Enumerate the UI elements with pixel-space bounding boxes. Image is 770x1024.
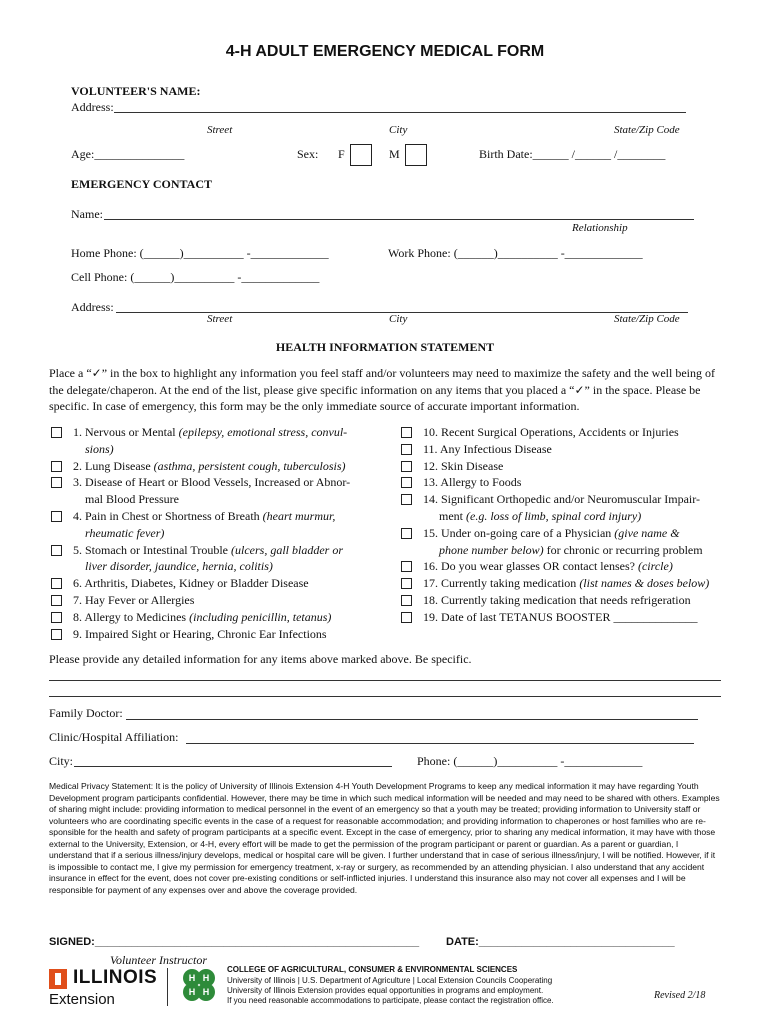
condition-item [401,609,731,626]
condition-item [401,558,731,575]
condition-checkbox[interactable] [51,629,62,640]
condition-note: (including penicillin, tetanus) [189,609,332,624]
condition-label: 3. Disease of Heart or Blood Vessels, Increased or Abnor- [73,475,351,490]
extension-wordmark: Extension [49,991,115,1008]
condition-checkbox[interactable] [401,477,412,488]
doctor-city-field[interactable] [74,766,392,767]
condition-item [51,626,381,643]
condition-label: 19. Date of last TETANUS BOOSTER ______________ [423,609,698,624]
condition-list-right [401,424,731,626]
condition-label: 10. Recent Surgical Operations, Accidents or Injuries [423,425,679,439]
condition-item [401,592,731,609]
emergency-city-caption: City [389,313,408,325]
condition-checkbox[interactable] [401,444,412,455]
address-label: Address: [71,100,114,114]
birth-date-field[interactable]: Birth Date:______ /______ /________ [479,147,666,161]
condition-label: 15. Under on-going care of a Physician [423,525,615,540]
condition-label: mal Blood Pressure [85,492,179,507]
four-h-clover-icon [178,965,220,1007]
sex-m-label: M [389,146,400,161]
doctor-phone-field[interactable]: Phone: (______)__________ -_____________ [417,754,643,768]
condition-label: 11. Any Infectious Disease [423,441,552,456]
condition-item [401,575,731,592]
condition-item [401,458,731,475]
footer-line-3: If you need reasonable accommodations to participate, please contact the registration office. [227,996,554,1005]
condition-note: (ulcers, gall bladder or [231,542,343,557]
sex-m-checkbox[interactable] [405,144,427,166]
condition-label: 4. Pain in Chest or Shortness of Breath [73,508,263,523]
svg-text:H: H [202,973,210,983]
address-field[interactable] [114,112,686,113]
condition-item [401,525,731,559]
condition-item [51,609,381,626]
condition-item [51,474,381,508]
condition-checkbox[interactable] [51,477,62,488]
condition-list-left [51,424,381,642]
family-doctor-field[interactable] [126,719,698,720]
clinic-label: Clinic/Hospital Affiliation: [49,730,179,744]
condition-item [51,575,381,592]
condition-checkbox[interactable] [51,612,62,623]
illinois-i-logo-icon [49,969,67,989]
condition-continuation [423,508,731,525]
sex-f-label: F [338,146,345,161]
condition-checkbox[interactable] [51,427,62,438]
svg-text:H: H [188,973,196,983]
condition-label: 8. Allergy to Medicines [73,609,190,624]
condition-note: (circle) [637,559,673,574]
condition-label: ment [439,508,466,523]
work-phone-field[interactable]: Work Phone: (______)__________ -_____________ [388,246,643,260]
condition-note: (heart murmur, [262,508,336,523]
condition-label: for chronic or recurring problem [543,542,703,557]
signed-field[interactable]: SIGNED:_____________________________________________________ [49,936,420,948]
condition-item [51,592,381,609]
health-heading: HEALTH INFORMATION STATEMENT [275,340,495,354]
condition-label: 9. Impaired Sight or Hearing, Chronic Ear Infections [73,626,327,641]
condition-checkbox[interactable] [401,461,412,472]
volunteer-name-label: VOLUNTEER'S NAME: [71,84,201,98]
emergency-street-caption: Street [207,313,233,325]
condition-label: 18. Currently taking medication that needs refrigeration [423,592,691,607]
condition-label: 2. Lung Disease [73,458,154,473]
details-prompt: Please provide any detailed information for any items above marked above. Be specific. [49,652,472,666]
condition-checkbox[interactable] [51,545,62,556]
condition-checkbox[interactable] [51,595,62,606]
condition-item [51,424,381,458]
condition-label: 5. Stomach or Intestinal Trouble [73,542,231,557]
condition-checkbox[interactable] [51,578,62,589]
condition-continuation [73,491,381,508]
condition-item [51,508,381,542]
sex-f-option[interactable] [338,144,372,166]
condition-item [401,441,731,458]
footer-line-1: University of Illinois | U.S. Department of Agriculture | Local Extension Councils Cooperating [227,976,553,985]
footer-line-2: University of Illinois Extension provides equal opportunities in programs and employment. [227,986,544,995]
revision-date: Revised 2/18 [654,990,706,1001]
condition-label: 6. Arthritis, Diabetes, Kidney or Bladder Disease [73,576,309,591]
condition-item [401,424,731,441]
condition-note: sions) [85,441,114,456]
condition-label: 17. Currently taking medication [423,576,580,591]
condition-checkbox[interactable] [401,528,412,539]
college-name: COLLEGE OF AGRICULTURAL, CONSUMER & ENVIRONMENTAL SCIENCES [227,965,518,974]
condition-label: 7. Hay Fever or Allergies [73,592,195,607]
condition-checkbox[interactable] [51,511,62,522]
condition-note: (give name & [614,525,680,540]
page-title: 4-H ADULT EMERGENCY MEDICAL FORM [225,43,545,60]
condition-item [51,542,381,576]
condition-checkbox[interactable] [401,578,412,589]
condition-note: (asthma, persistent cough, tuberculosis) [153,458,346,473]
svg-text:H: H [188,987,196,997]
details-line-2[interactable] [49,696,721,697]
condition-checkbox[interactable] [401,561,412,572]
state-zip-caption: State/Zip Code [614,124,680,136]
illinois-wordmark: ILLINOIS [73,967,158,988]
condition-label: 13. Allergy to Foods [423,475,522,490]
condition-item [401,491,731,525]
sex-f-checkbox[interactable] [350,144,372,166]
emergency-name-label: Name: [71,207,103,221]
condition-continuation [423,542,731,559]
condition-checkbox[interactable] [51,461,62,472]
condition-label: 14. Significant Orthopedic and/or Neuromuscular Impair- [423,492,701,507]
condition-label: 1. Nervous or Mental [73,425,179,439]
clinic-field[interactable] [186,743,694,744]
condition-checkbox[interactable] [401,612,412,623]
logo-divider [167,968,168,1006]
cell-phone-field[interactable]: Cell Phone: (______)__________ -_____________ [71,270,320,284]
condition-note: (list names & doses below) [579,576,710,591]
home-phone-field[interactable]: Home Phone: (______)__________ -_____________ [71,246,329,260]
emergency-address-label: Address: [71,300,114,314]
age-field[interactable]: Age:_______________ [71,147,185,161]
date-field[interactable]: DATE:________________________________ [446,936,675,948]
doctor-city-label: City: [49,754,74,768]
condition-continuation [73,558,381,575]
emergency-state-zip-caption: State/Zip Code [614,313,680,325]
condition-label: 12. Skin Disease [423,458,504,473]
condition-item [51,458,381,475]
condition-note: liver disorder, jaundice, hernia, colitis) [85,559,273,574]
condition-label: 16. Do you wear glasses OR contact lenses? [423,559,638,574]
relationship-caption: Relationship [572,222,628,234]
condition-checkbox[interactable] [401,494,412,505]
condition-item [401,474,731,491]
city-caption: City [389,124,408,136]
sex-label: Sex: [297,147,319,161]
street-caption: Street [207,124,233,136]
emergency-name-field[interactable] [104,219,694,220]
condition-note: rheumatic fever) [85,525,165,540]
condition-continuation [73,525,381,542]
family-doctor-label: Family Doctor: [49,706,123,720]
emergency-contact-heading: EMERGENCY CONTACT [71,177,213,191]
condition-note: (e.g. loss of limb, spinal cord injury) [466,508,642,523]
svg-text:H: H [202,987,210,997]
condition-checkbox[interactable] [401,427,412,438]
condition-note: (epilepsy, emotional stress, convul- [178,425,348,439]
volunteer-instructor-caption: Volunteer Instructor [110,953,207,967]
privacy-statement: Medical Privacy Statement: It is the policy of University of Illinois Extension 4-H Youth Development Programs to keep any medical information it may have regarding Youth Development program participants confidential. However, there may be time in which such medical information will be needed and may need to be shared with others. Examples of sharing might include: providing information to medical personnel in the event of an emergency so that a youth may be treated; providing information to University staff or volunteers who are coordinating specific events in the case of a request for reasonable accommodation; and providing information to chaperones or host families who are re-sponsible for the health and safety of program participants at a specific event. Except in the case of emergency, prior to sharing any medical information, it may have with those external to the University, Extension, or 4-H, every effort will be made to get the permission of the program participant or parent or guardian. As a parent or guardian, I understand that if a serious illness/injury develops, medical or hospital care will be given. I further understand that in case of serious illness/injury, I will be notified. However, if it is impossible to contact me, I give my permission for emergency treatment, x-ray or surgery, as recommended by an attending physician. I also understand that any accident insurance in effect for the event, does not cover pre-existing conditions or self-inflicted injuries. I understand this insurance also may not cover all expenses and I will be responsible for payment of any expenses over and above the coverage provided. [49,781,720,895]
condition-checkbox[interactable] [401,595,412,606]
health-instructions: Place a “✓” in the box to highlight any information you feel staff and/or volunteers may need to maximize the safety and the well being of the delegate/chaperon. At the end of the list, please give specific information on any items that you placed a “✓” in the space. Please be specific. In case of emergency, this form may be the only immediate source of accurate important information. [49,366,715,414]
condition-continuation [73,441,381,458]
details-line-1[interactable] [49,680,721,681]
condition-note: phone number below) [439,542,544,557]
sex-m-option[interactable] [389,144,427,166]
